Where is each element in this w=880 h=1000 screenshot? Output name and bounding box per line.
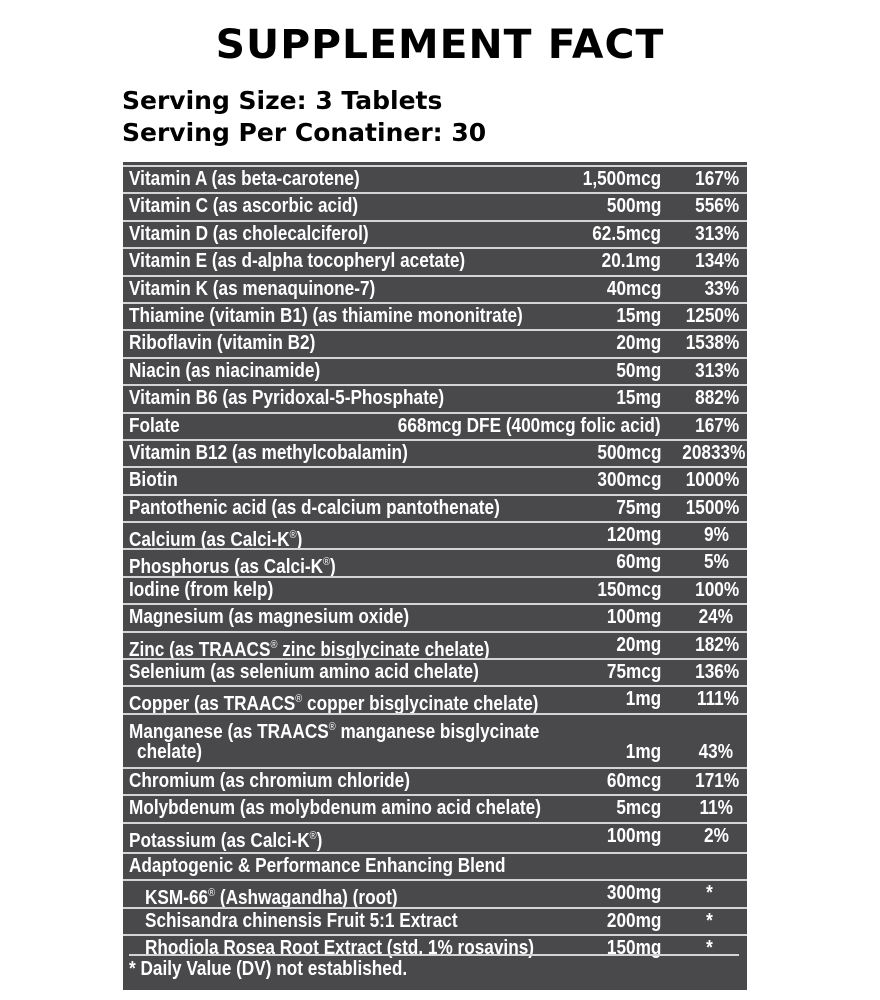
nutrient-dv: 5% bbox=[704, 551, 729, 574]
nutrient-name: Pantothenic acid (as d-calcium pantothenate) bbox=[129, 496, 500, 519]
nutrient-row bbox=[123, 412, 747, 439]
nutrient-row bbox=[123, 658, 747, 685]
nutrient-name-continued: chelate) bbox=[137, 740, 203, 763]
blend-item-dv: * bbox=[706, 937, 713, 960]
nutrient-name: Vitamin B12 (as methylcobalamin) bbox=[129, 441, 408, 464]
nutrient-name: Selenium (as selenium amino acid chelate) bbox=[129, 661, 479, 684]
nutrient-amount: 20mg bbox=[616, 633, 661, 656]
nutrient-row bbox=[123, 822, 747, 852]
nutrient-row bbox=[123, 548, 747, 579]
blend-item-name: KSM-66® (Ashwagandha) (root) bbox=[145, 887, 398, 910]
serving-size: Serving Size: 3 Tablets bbox=[122, 86, 443, 115]
nutrient-amount: 50mg bbox=[616, 359, 661, 382]
registered-mark: ® bbox=[328, 720, 336, 733]
nutrient-name: Vitamin B6 (as Pyridoxal-5-Phosphate) bbox=[129, 387, 445, 410]
nutrient-dv: 167% bbox=[695, 168, 739, 190]
nutrient-name: Vitamin D (as cholecalciferol) bbox=[129, 222, 369, 245]
nutrient-dv: 1500% bbox=[685, 496, 739, 519]
nutrient-dv: 167% bbox=[695, 414, 739, 437]
nutrient-amount: 120mg bbox=[606, 524, 661, 547]
nutrient-name: Calcium (as Calci-K®) bbox=[129, 529, 303, 552]
nutrient-amount: 60mcg bbox=[606, 769, 661, 792]
registered-mark: ® bbox=[295, 693, 303, 706]
nutrient-amount: 500mg bbox=[606, 195, 661, 218]
nutrient-row bbox=[123, 439, 747, 466]
nutrient-amount: 75mg bbox=[616, 496, 661, 519]
nutrient-name: Potassium (as Calci-K®) bbox=[129, 829, 323, 852]
nutrient-amount: 75mcg bbox=[606, 661, 661, 684]
registered-mark: ® bbox=[208, 887, 216, 900]
nutrient-dv: 11% bbox=[699, 797, 733, 820]
nutrient-amount: 150mcg bbox=[596, 578, 661, 601]
nutrient-dv: 33% bbox=[704, 277, 739, 300]
nutrient-dv: 24% bbox=[698, 606, 733, 629]
blend-item-name: Rhodiola Rosea Root Extract (std. 1% rosavins) bbox=[145, 937, 535, 960]
servings-per-container: Serving Per Conatiner: 30 bbox=[122, 118, 487, 147]
blend-title: Adaptogenic & Performance Enhancing Blend bbox=[129, 854, 506, 877]
nutrient-dv: 1000% bbox=[685, 469, 739, 492]
nutrient-dv: 134% bbox=[695, 250, 739, 273]
blend-item-row bbox=[123, 879, 747, 910]
nutrient-row bbox=[123, 275, 747, 302]
nutrient-name: Riboflavin (vitamin B2) bbox=[129, 332, 316, 355]
nutrient-dv: 313% bbox=[695, 222, 739, 245]
nutrient-row bbox=[123, 767, 747, 794]
nutrient-name: Chromium (as chromium chloride) bbox=[129, 769, 410, 792]
nutrient-dv: 2% bbox=[704, 824, 729, 847]
blend-item-amount: 150mg bbox=[606, 937, 661, 960]
nutrient-name: Biotin bbox=[129, 469, 178, 492]
nutrient-row bbox=[123, 466, 747, 493]
nutrient-dv: 111% bbox=[696, 688, 739, 711]
registered-mark: ® bbox=[270, 638, 278, 651]
nutrient-name: Vitamin A (as beta-carotene) bbox=[129, 168, 360, 190]
footnote-divider bbox=[129, 954, 739, 956]
blend-item-amount: 300mg bbox=[606, 882, 661, 905]
nutrient-dv: 136% bbox=[695, 661, 739, 684]
registered-mark: ® bbox=[309, 829, 317, 842]
supplement-facts-panel bbox=[123, 162, 747, 990]
nutrient-row bbox=[123, 302, 747, 329]
nutrient-name: Copper (as TRAACS® copper bisglycinate chelate) bbox=[129, 693, 539, 716]
nutrient-list bbox=[123, 165, 747, 962]
nutrient-row bbox=[123, 631, 747, 661]
page-title: SUPPLEMENT FACT bbox=[215, 22, 665, 68]
nutrient-name: Molybdenum (as molybdenum amino acid chelate) bbox=[129, 797, 541, 820]
nutrient-dv: 1250% bbox=[685, 304, 739, 327]
nutrient-row bbox=[123, 521, 747, 552]
nutrient-amount: 5mcg bbox=[616, 797, 661, 820]
nutrient-amount: 15mg bbox=[616, 304, 661, 327]
nutrient-name: Vitamin E (as d-alpha tocopheryl acetate) bbox=[129, 250, 466, 273]
nutrient-amount: 1mg bbox=[625, 688, 661, 711]
nutrient-dv: 20833% bbox=[681, 441, 745, 464]
nutrient-amount: 100mg bbox=[606, 606, 661, 629]
nutrient-row bbox=[123, 165, 747, 192]
nutrient-dv: 182% bbox=[695, 633, 739, 656]
nutrient-dv: 43% bbox=[698, 740, 733, 763]
nutrient-amount: 62.5mcg bbox=[592, 222, 661, 245]
blend-item-name: Schisandra chinensis Fruit 5:1 Extract bbox=[145, 909, 458, 932]
nutrient-amount: 20mg bbox=[616, 332, 661, 355]
nutrient-name: Vitamin C (as ascorbic acid) bbox=[129, 195, 359, 218]
nutrient-row bbox=[123, 713, 747, 767]
nutrient-row bbox=[123, 576, 747, 603]
nutrient-name: Iodine (from kelp) bbox=[129, 578, 274, 601]
nutrient-dv: 9% bbox=[704, 524, 729, 547]
nutrient-dv: 1538% bbox=[685, 332, 739, 355]
nutrient-name: Manganese (as TRAACS® manganese bisglycinate bbox=[129, 720, 540, 743]
nutrient-amount: 668mcg DFE (400mcg folic acid) bbox=[398, 414, 661, 437]
registered-mark: ® bbox=[323, 556, 330, 569]
footnote: * Daily Value (DV) not established. bbox=[129, 958, 408, 980]
nutrient-dv: 100% bbox=[695, 578, 739, 601]
registered-mark: ® bbox=[289, 529, 297, 542]
nutrient-row bbox=[123, 329, 747, 356]
nutrient-name: Folate bbox=[129, 414, 180, 437]
nutrient-dv: 882% bbox=[695, 387, 739, 410]
nutrient-dv: 171% bbox=[695, 769, 739, 792]
nutrient-row bbox=[123, 384, 747, 411]
blend-item-dv: * bbox=[706, 882, 713, 905]
blend-item-amount: 200mg bbox=[606, 909, 661, 932]
nutrient-amount: 1mg bbox=[625, 740, 661, 763]
nutrient-amount: 60mg bbox=[616, 551, 661, 574]
nutrient-name: Thiamine (vitamin B1) (as thiamine mononitrate) bbox=[129, 304, 523, 327]
nutrient-name: Phosphorus (as Calci-K®) bbox=[129, 556, 336, 579]
nutrient-row bbox=[123, 494, 747, 521]
nutrient-name: Magnesium (as magnesium oxide) bbox=[129, 606, 410, 629]
nutrient-name: Vitamin K (as menaquinone-7) bbox=[129, 277, 376, 300]
nutrient-row bbox=[123, 192, 747, 219]
nutrient-row bbox=[123, 247, 747, 274]
nutrient-name: Niacin (as niacinamide) bbox=[129, 359, 321, 382]
nutrient-row bbox=[123, 685, 747, 716]
nutrient-amount: 500mcg bbox=[596, 441, 661, 464]
nutrient-row bbox=[123, 357, 747, 384]
nutrient-amount: 40mcg bbox=[606, 277, 661, 300]
nutrient-amount: 1,500mcg bbox=[582, 168, 661, 190]
nutrient-dv: 313% bbox=[695, 359, 739, 382]
nutrient-row bbox=[123, 794, 747, 821]
nutrient-dv: 556% bbox=[695, 195, 739, 218]
nutrient-amount: 20.1mg bbox=[601, 250, 661, 273]
nutrient-amount: 15mg bbox=[616, 387, 661, 410]
nutrient-row bbox=[123, 603, 747, 630]
blend-item-row bbox=[123, 907, 747, 934]
nutrient-amount: 300mcg bbox=[596, 469, 661, 492]
nutrient-row bbox=[123, 220, 747, 247]
blend-item-dv: * bbox=[706, 909, 713, 932]
blend-title-row bbox=[123, 852, 747, 879]
nutrient-amount: 100mg bbox=[606, 824, 661, 847]
nutrient-name: Zinc (as TRAACS® zinc bisglycinate chelate) bbox=[129, 638, 490, 661]
